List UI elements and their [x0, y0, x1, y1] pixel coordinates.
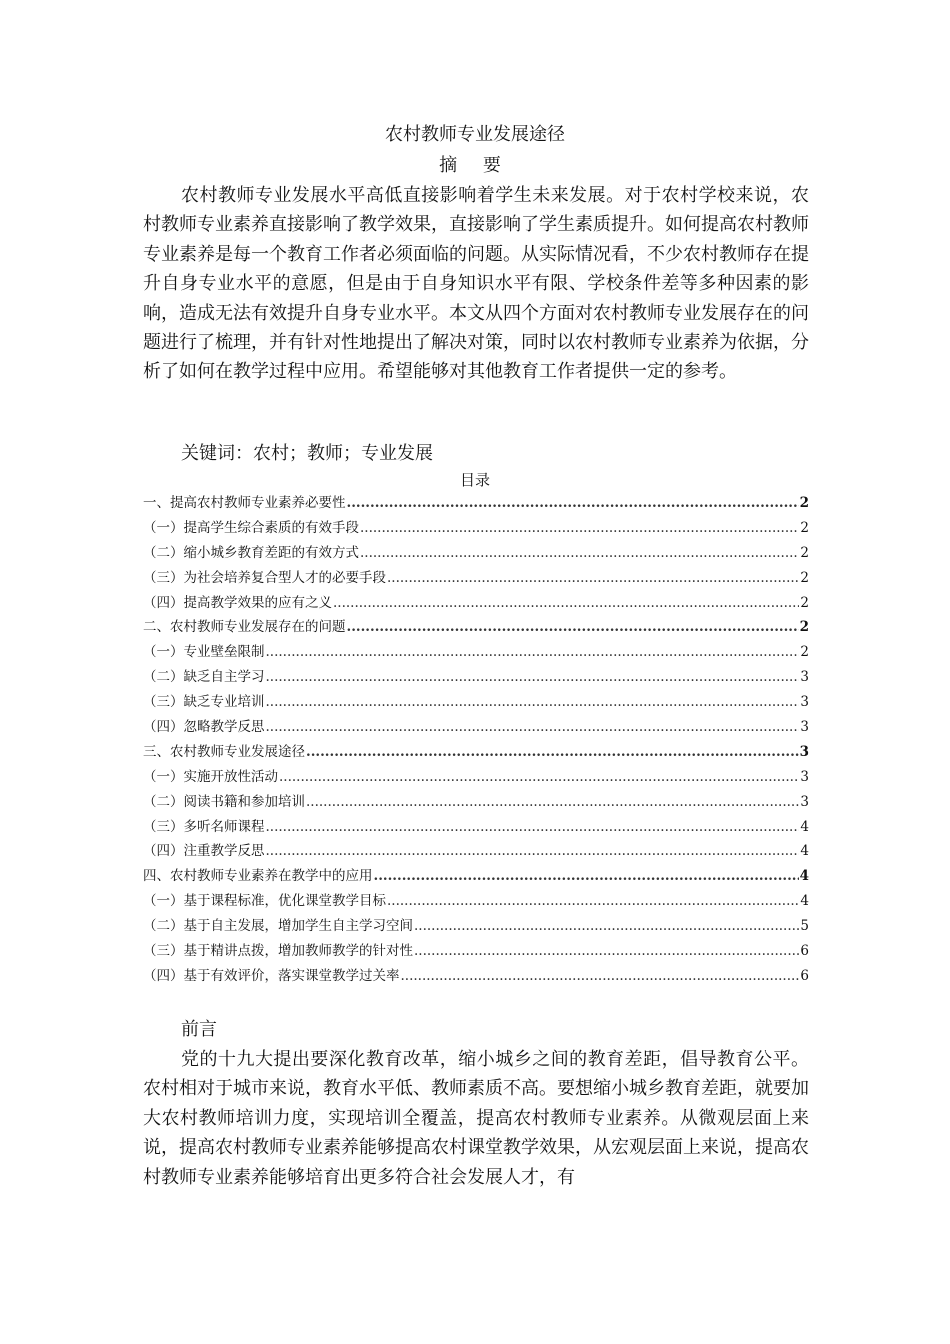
toc-leader-dots — [306, 790, 799, 815]
toc-entry[interactable] — [143, 640, 809, 665]
toc-entry[interactable] — [143, 591, 809, 616]
toc-entry[interactable] — [143, 765, 809, 790]
toc-leader-dots — [266, 665, 800, 690]
toc-entry[interactable] — [143, 914, 809, 939]
toc-entry-label: （三）为社会培养复合型人才的必要手段 — [143, 569, 386, 586]
abstract-heading: 摘 要 — [439, 155, 511, 176]
toc-entry-page-number: 3 — [800, 768, 809, 785]
document-title: 农村教师专业发展途径 — [385, 124, 565, 145]
toc-entry-page-number: 3 — [800, 719, 809, 736]
toc-entry[interactable] — [143, 790, 809, 815]
toc-entry[interactable] — [143, 690, 809, 715]
toc-entry-label: （四）提高教学效果的应有之义 — [143, 594, 332, 611]
toc-entry[interactable] — [143, 964, 809, 989]
toc-entry-label: （一）专业壁垒限制 — [143, 644, 265, 661]
toc-entry-label: （三）多听名师课程 — [143, 818, 265, 835]
toc-leader-dots — [374, 864, 799, 889]
toc-leader-dots — [347, 491, 799, 516]
toc-leader-dots — [266, 715, 800, 740]
toc-entry-label: （三）基于精讲点拨，增加教师教学的针对性 — [143, 943, 413, 960]
toc-leader-dots — [266, 640, 800, 665]
toc-leader-dots — [266, 839, 800, 864]
toc-entry[interactable] — [143, 566, 809, 591]
toc-entry[interactable] — [143, 939, 809, 964]
toc-entry-page-number: 5 — [800, 918, 809, 935]
toc-entry-page-number: 4 — [800, 843, 809, 860]
toc-entry-page-number: 2 — [800, 569, 809, 586]
toc-leader-dots — [306, 740, 799, 765]
toc-entry-label: （四）忽略教学反思 — [143, 719, 265, 736]
toc-entry-label: （二）缺乏自主学习 — [143, 669, 265, 686]
toc-leader-dots — [387, 566, 799, 591]
toc-leader-dots — [333, 591, 799, 616]
toc-entry[interactable] — [143, 815, 809, 840]
toc-entry[interactable] — [143, 541, 809, 566]
toc-entry-page-number: 2 — [800, 519, 809, 536]
toc-leader-dots — [414, 914, 799, 939]
toc-entry-label: （一）实施开放性活动 — [143, 768, 278, 785]
toc-entry-page-number: 2 — [800, 644, 809, 661]
toc-entry-page-number: 2 — [800, 594, 809, 611]
toc-entry-label: （二）基于自主发展，增加学生自主学习空间 — [143, 918, 413, 935]
preface-paragraph: 党的十九大提出要深化教育改革，缩小城乡之间的教育差距，倡导教育公平。农村相对于城市来说，教育水平低、教师素质不高。要想缩小城乡教育差距，就要加大农村教师培训力度，实现培训全覆盖，提高农村教师专业素养。从微观层面上来说，提高农村教师专业素养能够提高农村课堂教学效果，从宏观层面上来说，提高农村教师专业素养能够培育出更多符合社会发展人才，有 — [143, 1049, 809, 1188]
preface-heading: 前言 — [181, 1019, 217, 1040]
toc-entry-page-number: 4 — [800, 893, 809, 910]
toc-entry[interactable] — [143, 889, 809, 914]
toc-entry[interactable] — [143, 839, 809, 864]
table-of-contents — [143, 491, 809, 989]
toc-entry-page-number: 2 — [800, 544, 809, 561]
toc-entry-label: （二）缩小城乡教育差距的有效方式 — [143, 544, 359, 561]
toc-entry-page-number: 2 — [799, 495, 809, 511]
toc-entry[interactable] — [143, 864, 809, 889]
toc-entry[interactable] — [143, 740, 809, 765]
toc-leader-dots — [266, 690, 800, 715]
toc-leader-dots — [347, 615, 799, 640]
toc-entry-label: （四）注重教学反思 — [143, 843, 265, 860]
toc-entry-label: 三、农村教师专业发展途径 — [143, 743, 305, 760]
keywords-line: 关键词：农村；教师；专业发展 — [181, 443, 433, 464]
toc-leader-dots — [266, 815, 800, 840]
toc-entry-page-number: 3 — [800, 669, 809, 686]
toc-entry-page-number: 6 — [800, 943, 809, 960]
toc-leader-dots — [360, 516, 799, 541]
toc-entry-page-number: 4 — [799, 868, 809, 885]
toc-title: 目录 — [459, 471, 490, 489]
toc-entry[interactable] — [143, 615, 809, 640]
abstract-paragraph: 农村教师专业发展水平高低直接影响着学生未来发展。对于农村学校来说，农村教师专业素养直接影响了教学效果，直接影响了学生素质提升。如何提高农村教师专业素养是每一个教育工作者必须面临的问题。从实际情况看，不少农村教师存在提升自身专业水平的意愿，但是由于自身知识水平有限、学校条件差等多种因素的影响，造成无法有效提升自身专业水平。本文从四个方面对农村教师专业发展存在的问题进行了梳理，并有针对性地提出了解决对策，同时以农村教师专业素养为依据，分析了如何在教学过程中应用。希望能够对其他教育工作者提供一定的参考。 — [143, 185, 809, 383]
toc-leader-dots — [387, 889, 799, 914]
toc-entry-label: 一、提高农村教师专业素养必要性 — [143, 495, 346, 511]
toc-leader-dots — [360, 541, 799, 566]
toc-entry-page-number: 2 — [799, 619, 809, 636]
toc-entry[interactable] — [143, 491, 809, 516]
toc-entry-label: 二、农村教师专业发展存在的问题 — [143, 619, 346, 636]
toc-entry-label: （一）基于课程标准，优化课堂教学目标 — [143, 893, 386, 910]
toc-entry[interactable] — [143, 715, 809, 740]
toc-entry-label: （四）基于有效评价，落实课堂教学过关率 — [143, 967, 400, 984]
toc-leader-dots — [401, 964, 800, 989]
toc-entry[interactable] — [143, 665, 809, 690]
toc-entry-page-number: 6 — [800, 967, 809, 984]
toc-leader-dots — [414, 939, 799, 964]
toc-entry-label: 四、农村教师专业素养在教学中的应用 — [143, 868, 373, 885]
toc-entry-label: （一）提高学生综合素质的有效手段 — [143, 519, 359, 536]
toc-entry[interactable] — [143, 516, 809, 541]
toc-entry-label: （二）阅读书籍和参加培训 — [143, 793, 305, 810]
toc-leader-dots — [279, 765, 799, 790]
toc-entry-label: （三）缺乏专业培训 — [143, 694, 265, 711]
toc-entry-page-number: 3 — [799, 743, 809, 760]
toc-entry-page-number: 3 — [800, 793, 809, 810]
toc-entry-page-number: 4 — [800, 818, 809, 835]
toc-entry-page-number: 3 — [800, 694, 809, 711]
